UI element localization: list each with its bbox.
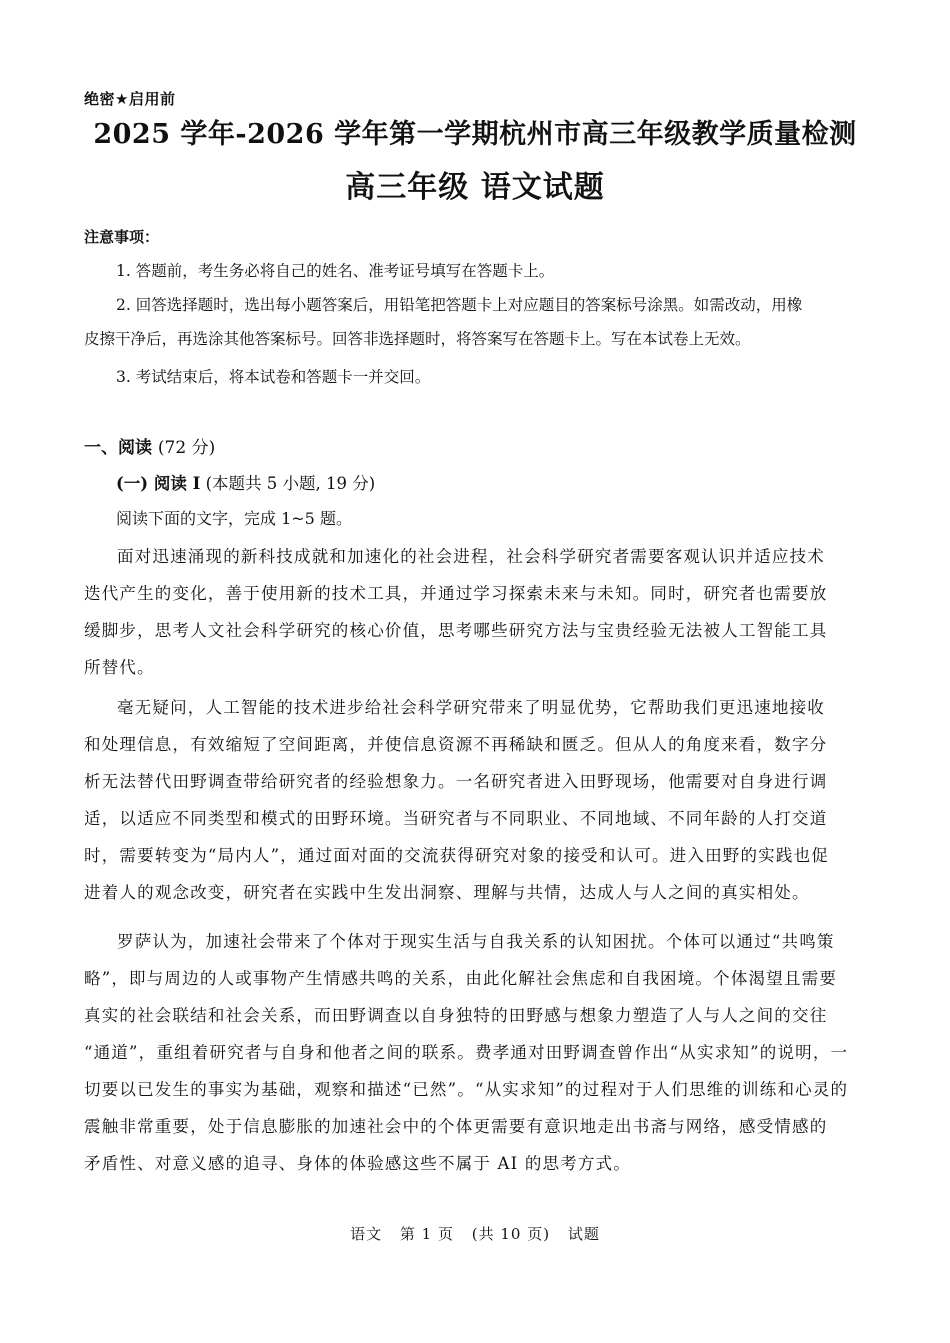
passage-line: “通道”，重组着研究者与自身和他者之间的联系。费孝通对田野调查曾作出“从实求知”的说明，一 — [84, 1043, 849, 1062]
passage-line: 适，以适应不同类型和模式的田野环境。当研究者与不同职业、不同地域、不同年龄的人打交道 — [84, 809, 828, 828]
passage-paragraph — [84, 689, 868, 911]
sub-section-title: (一) 阅读 I — [116, 474, 201, 493]
sub-section-info: (本题共 5 小题, 19 分) — [205, 474, 376, 493]
secret-label: 绝密★启用前 — [84, 90, 176, 108]
passage-line: 缓脚步，思考人文社会科学研究的核心价值，思考哪些研究方法与宝贵经验无法被人工智能工具 — [84, 621, 828, 640]
page-footer — [0, 1223, 950, 1244]
passage-line: 真实的社会联结和社会关系，而田野调查以自身独特的田野感与想象力塑造了人与人之间的交往 — [84, 1006, 828, 1025]
passage-paragraph — [84, 538, 868, 686]
passage-line: 面对迅速涌现的新科技成就和加速化的社会进程，社会科学研究者需要客观认识并适应技术 — [117, 547, 825, 566]
passage-line: 和处理信息，有效缩短了空间距离，并使信息资源不再稀缺和匮乏。但从人的角度来看，数字分 — [84, 735, 828, 754]
section-heading — [84, 433, 215, 458]
reading-instruction: 阅读下面的文字，完成 1~5 题。 — [116, 509, 352, 528]
notice-heading: 注意事项： — [84, 228, 160, 246]
notice-item-text: 2. 回答选择题时，选出每小题答案后，用铅笔把答题卡上对应题目的答案标号涂黑。如需改动，用橡 — [116, 296, 803, 314]
notice-item-text: 1. 答题前，考生务必将自己的姓名、准考证号填写在答题卡上。 — [116, 262, 555, 280]
passage-line: 矛盾性、对意义感的追寻、身体的体验感这些不属于 AI 的思考方式。 — [84, 1154, 632, 1173]
passage-paragraph — [84, 923, 868, 1182]
notice-item — [84, 288, 874, 322]
footer-subject: 语文 — [350, 1225, 383, 1243]
passage-line: 震触非常重要，处于信息膨胀的加速社会中的个体更需要有意识地走出书斋与网络，感受情感的 — [84, 1117, 828, 1136]
notice-item-continued — [84, 322, 874, 356]
sub-section-heading — [116, 470, 375, 494]
passage-line: 所替代。 — [84, 658, 155, 677]
passage-line: 毫无疑问，人工智能的技术进步给社会科学研究带来了明显优势，它帮助我们更迅速地接收 — [117, 698, 825, 717]
passage-line: 罗萨认为，加速社会带来了个体对于现实生活与自我关系的认知困扰。个体可以通过“共鸣策 — [117, 932, 835, 951]
notice-item-text: 皮擦干净后，再选涂其他答案标号。回答非选择题时，将答案写在答题卡上。写在本试卷上无效。 — [84, 330, 751, 348]
notice-item — [84, 254, 874, 288]
passage-line: 略”，即与周边的人或事物产生情感共鸣的关系，由此化解社会焦虑和自我困境。个体渴望且需要 — [84, 969, 838, 988]
passage-line: 析无法替代田野调查带给研究者的经验想象力。一名研究者进入田野现场，他需要对自身进行调 — [84, 772, 828, 791]
section-title: 一、阅读 — [84, 438, 152, 458]
footer-page-total: (共 10 页) — [471, 1225, 551, 1243]
notice-item — [84, 360, 874, 394]
footer-page-number: 第 1 页 — [399, 1225, 454, 1243]
notice-item-text: 3. 考试结束后，将本试卷和答题卡一并交回。 — [116, 368, 431, 386]
footer-doc-type: 试题 — [567, 1225, 600, 1243]
section-score: (72 分) — [157, 438, 216, 458]
subject-title: 高三年级 语文试题 — [345, 170, 605, 205]
passage-line: 时，需要转变为“局内人”，通过面对面的交流获得研究对象的接受和认可。进入田野的实践也促 — [84, 846, 829, 865]
passage-line: 进着人的观念改变，研究者在实践中生发出洞察、理解与共情，达成人与人之间的真实相处。 — [84, 883, 810, 902]
exam-title: 2025 学年-2026 学年第一学期杭州市高三年级教学质量检测 — [93, 119, 857, 150]
passage-line: 切要以已发生的事实为基础，观察和描述“已然”。“从实求知”的过程对于人们思维的训练和心灵的 — [84, 1080, 849, 1099]
passage-line: 迭代产生的变化，善于使用新的技术工具，并通过学习探索未来与未知。同时，研究者也需要放 — [84, 584, 828, 603]
